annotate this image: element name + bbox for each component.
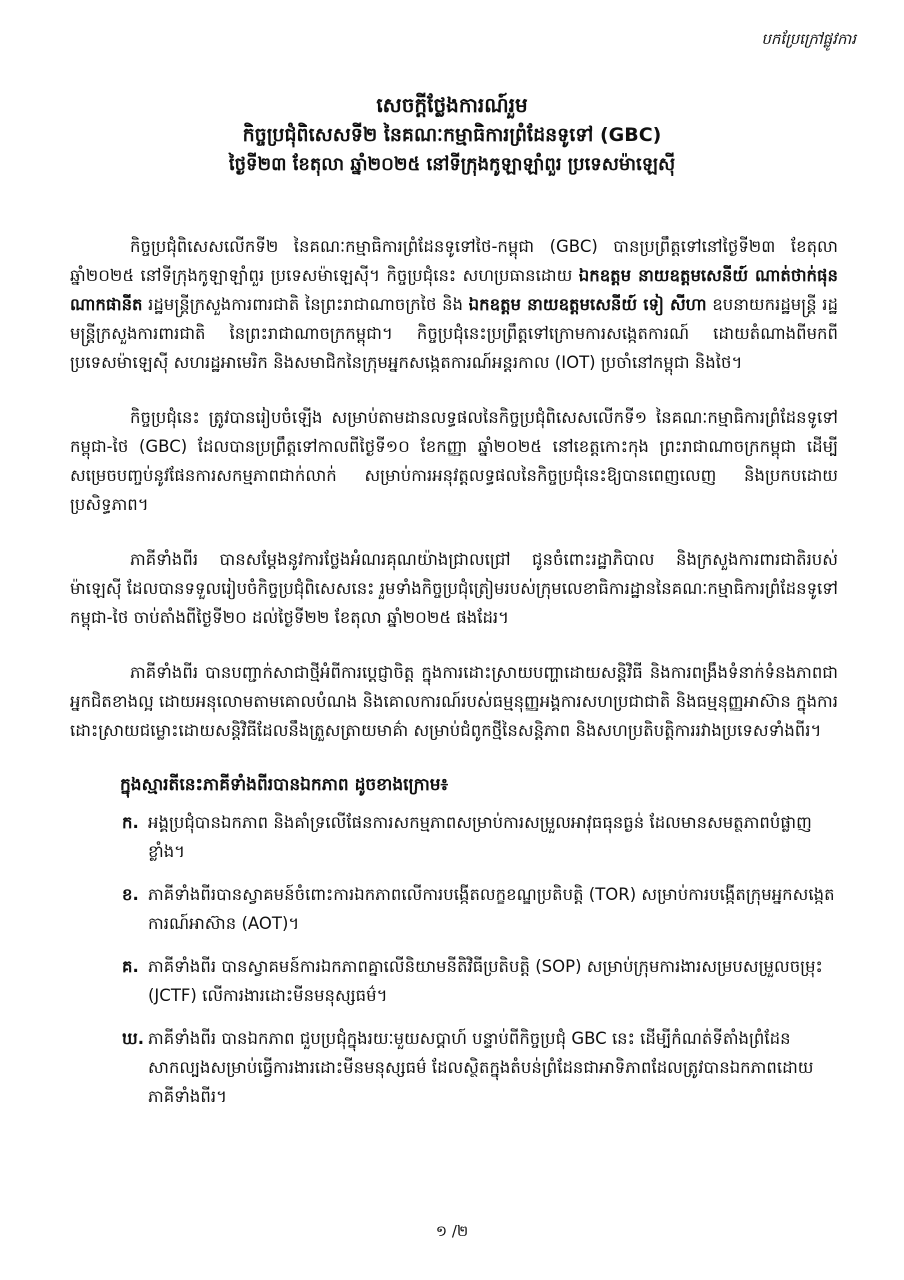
document-subtitle: កិច្ចប្រជុំពិសេសទី២ នៃគណៈកម្មាធិការព្រំដែនទូទៅ (GBC) (242, 124, 662, 146)
agreement-list (122, 808, 838, 1111)
document-body (70, 232, 838, 1125)
page-number: ១ /២ (435, 1222, 469, 1240)
list-marker: ខ. (122, 885, 139, 904)
paragraph-3: ភាគីទាំងពីរ បានសម្តែងនូវការថ្លែងអំណរគុណយ៉ាងជ្រាលជ្រៅ ជូនចំពោះរដ្ឋាភិបាល និងក្រសួងការពារជាតិរបស់ម៉ាឡេស៊ី ដែលបានទទួលរៀបចំកិច្ចប្រជុំពិសេសនេះ រួមទាំងកិច្ចប្រជុំត្រៀមរបស់ក្រុមលេខាធិការដ្ឋាននៃគណៈកម្មាធិការព្រំដែនទូទៅកម្ពុជា-ថៃ ចាប់តាំងពីថ្ងៃទី២០ ដល់ថ្ងៃទី២២ ខែតុលា ឆ្នាំ២០២៥ ផងដែរ។ (70, 550, 838, 627)
list-marker: គ. (122, 957, 139, 976)
document-title: សេចក្តីថ្លែងការណ៍រួម (376, 93, 528, 117)
paragraph-1-text-a: កិច្ចប្រជុំពិសេសលើកទី២ នៃគណៈកម្មាធិការព្រំដែនទូទៅថៃ-កម្ពុជា (GBC) បានប្រព្រឹត្តទៅនៅថ្ងៃទី២៣ ខែតុលា ឆ្នាំ២០២៥ នៅទីក្រុងកូឡាឡាំពួរ ប្រទេសម៉ាឡេស៊ី។ កិច្ចប្រជុំនេះ សហប្រធានដោយ (70, 237, 838, 285)
list-item-text: ភាគីទាំងពីរ បានស្វាគមន៍ការឯកភាពគ្នាលើនិយាមនីតិវិធីប្រតិបត្តិ (SOP) សម្រាប់ក្រុមការងារសម្របសម្រួលចម្រុះ (JCTF) លើការងារដោះមីនមនុស្សធម៌។ (148, 957, 823, 1005)
paragraph-1-co-chair-cambodia: ឯកឧត្តម នាយឧត្តមសេនីយ៍ ទៀ សីហា (468, 295, 707, 314)
list-item (122, 952, 838, 1010)
unofficial-translation-note: បកប្រែក្រៅផ្លូវការ (761, 30, 856, 48)
list-item-text: អង្គប្រជុំបានឯកភាព និងគាំទ្រលើផែនការសកម្មភាពសម្រាប់ការសម្រួលអាវុធធុនធ្ងន់ ដែលមានសមត្ថភាពបំផ្លាញខ្លាំង។ (148, 813, 812, 861)
paragraph-1-co-chair-thai: ឯកឧត្តម នាយឧត្តមសេនីយ៍ ណាត់ថាក់ផុន ណាកផានីត (70, 266, 838, 314)
list-marker: ឃ. (122, 1029, 144, 1048)
list-item-text: ភាគីទាំងពីរ បានឯកភាព ជួបប្រជុំក្នុងរយៈមួយសប្តាហ៍ បន្ទាប់ពីកិច្ចប្រជុំ GBC នេះ ដើម្បីកំណត់ទីតាំងព្រំដែនសាកល្បងសម្រាប់ធ្វើការងារដោះមីនមនុស្សធម៌ ដែលស្ថិតក្នុងតំបន់ព្រំដែនជាអាទិភាពដែលត្រូវបានឯកភាពដោយភាគីទាំងពីរ។ (148, 1029, 814, 1106)
paragraph-1-text-c: រដ្ឋមន្ត្រីក្រសួងការពារជាតិ នៃព្រះរាជាណាចក្រថៃ និង (142, 295, 469, 314)
paragraph-4: ភាគីទាំងពីរ បានបញ្ជាក់សាជាថ្មីអំពីការប្តេជ្ញាចិត្ត ក្នុងការដោះស្រាយបញ្ហាដោយសន្តិវិធី និងការពង្រឹងទំនាក់ទំនងភាពជាអ្នកជិតខាងល្អ ដោយអនុលោមតាមគោលបំណង និងគោលការណ៍របស់ធម្មនុញ្ញអង្គការសហប្រជាជាតិ និងធម្មនុញ្ញអាស៊ាន ក្នុងការដោះស្រាយជម្លោះដោយសន្តិវិធីដែលនឹងត្រួសត្រាយមាគ៌ា សម្រាប់ជំពូកថ្មីនៃសន្តិភាព និងសហប្រតិបត្តិការរវាងប្រទេសទាំងពីរ។ (70, 663, 838, 740)
paragraph-1-text-e: ឧបនាយករដ្ឋមន្ត្រី រដ្ឋមន្ត្រីក្រសួងការពារជាតិ នៃព្រះរាជាណាចក្រកម្ពុជា។ កិច្ចប្រជុំនេះប្រព្រឹត្តទៅក្រោមការសង្កេតការណ៍ ដោយតំណាងពីមកពីប្រទេសម៉ាឡេស៊ី សហរដ្ឋអាមេរិក និងសមាជិកនៃក្រុមអ្នកសង្កេតការណ៍អន្តរកាល (IOT) ប្រចាំនៅកម្ពុជា និងថៃ។ (70, 295, 839, 372)
paragraph-2: កិច្ចប្រជុំនេះ ត្រូវបានរៀបចំឡើង សម្រាប់តាមដានលទ្ធផលនៃកិច្ចប្រជុំពិសេសលើកទី១ នៃគណៈកម្មាធិការព្រំដែនទូទៅកម្ពុជា-ថៃ (GBC) ដែលបានប្រព្រឹត្តទៅកាលពីថ្ងៃទី១០ ខែកញ្ញា ឆ្នាំ២០២៥ នៅខេត្តកោះកុង ព្រះរាជាណាចក្រកម្ពុជា ដើម្បីសម្រេចបញ្ចប់នូវផែនការសកម្មភាពជាក់លាក់ សម្រាប់ការអនុវត្តលទ្ធផលនៃកិច្ចប្រជុំនេះឱ្យបានពេញលេញ និងប្រកបដោយប្រសិទ្ធភាព។ (70, 408, 838, 514)
agreement-heading: ក្នុងស្មារតីនេះភាគីទាំងពីរបានឯកភាព ដូចខាងក្រោម៖ (120, 775, 449, 795)
list-item (122, 808, 838, 866)
paragraph-1 (70, 232, 838, 377)
document-date-location: ថ្ងៃទី២៣ ខែតុលា ឆ្នាំ២០២៥ នៅទីក្រុងកូឡាឡាំពួរ ប្រទេសម៉ាឡេស៊ី (228, 154, 676, 175)
list-item (122, 880, 838, 938)
title-block (80, 90, 824, 180)
list-item-text: ភាគីទាំងពីរបានស្វាគមន៍ចំពោះការឯកភាពលើការបង្កើតលក្ខខណ្ឌប្រតិបត្តិ (TOR) សម្រាប់ការបង្កើតក្រុមអ្នកសង្កេតការណ៍អាស៊ាន (AOT)។ (148, 885, 835, 933)
list-item (122, 1024, 838, 1111)
list-marker: ក. (122, 813, 139, 832)
